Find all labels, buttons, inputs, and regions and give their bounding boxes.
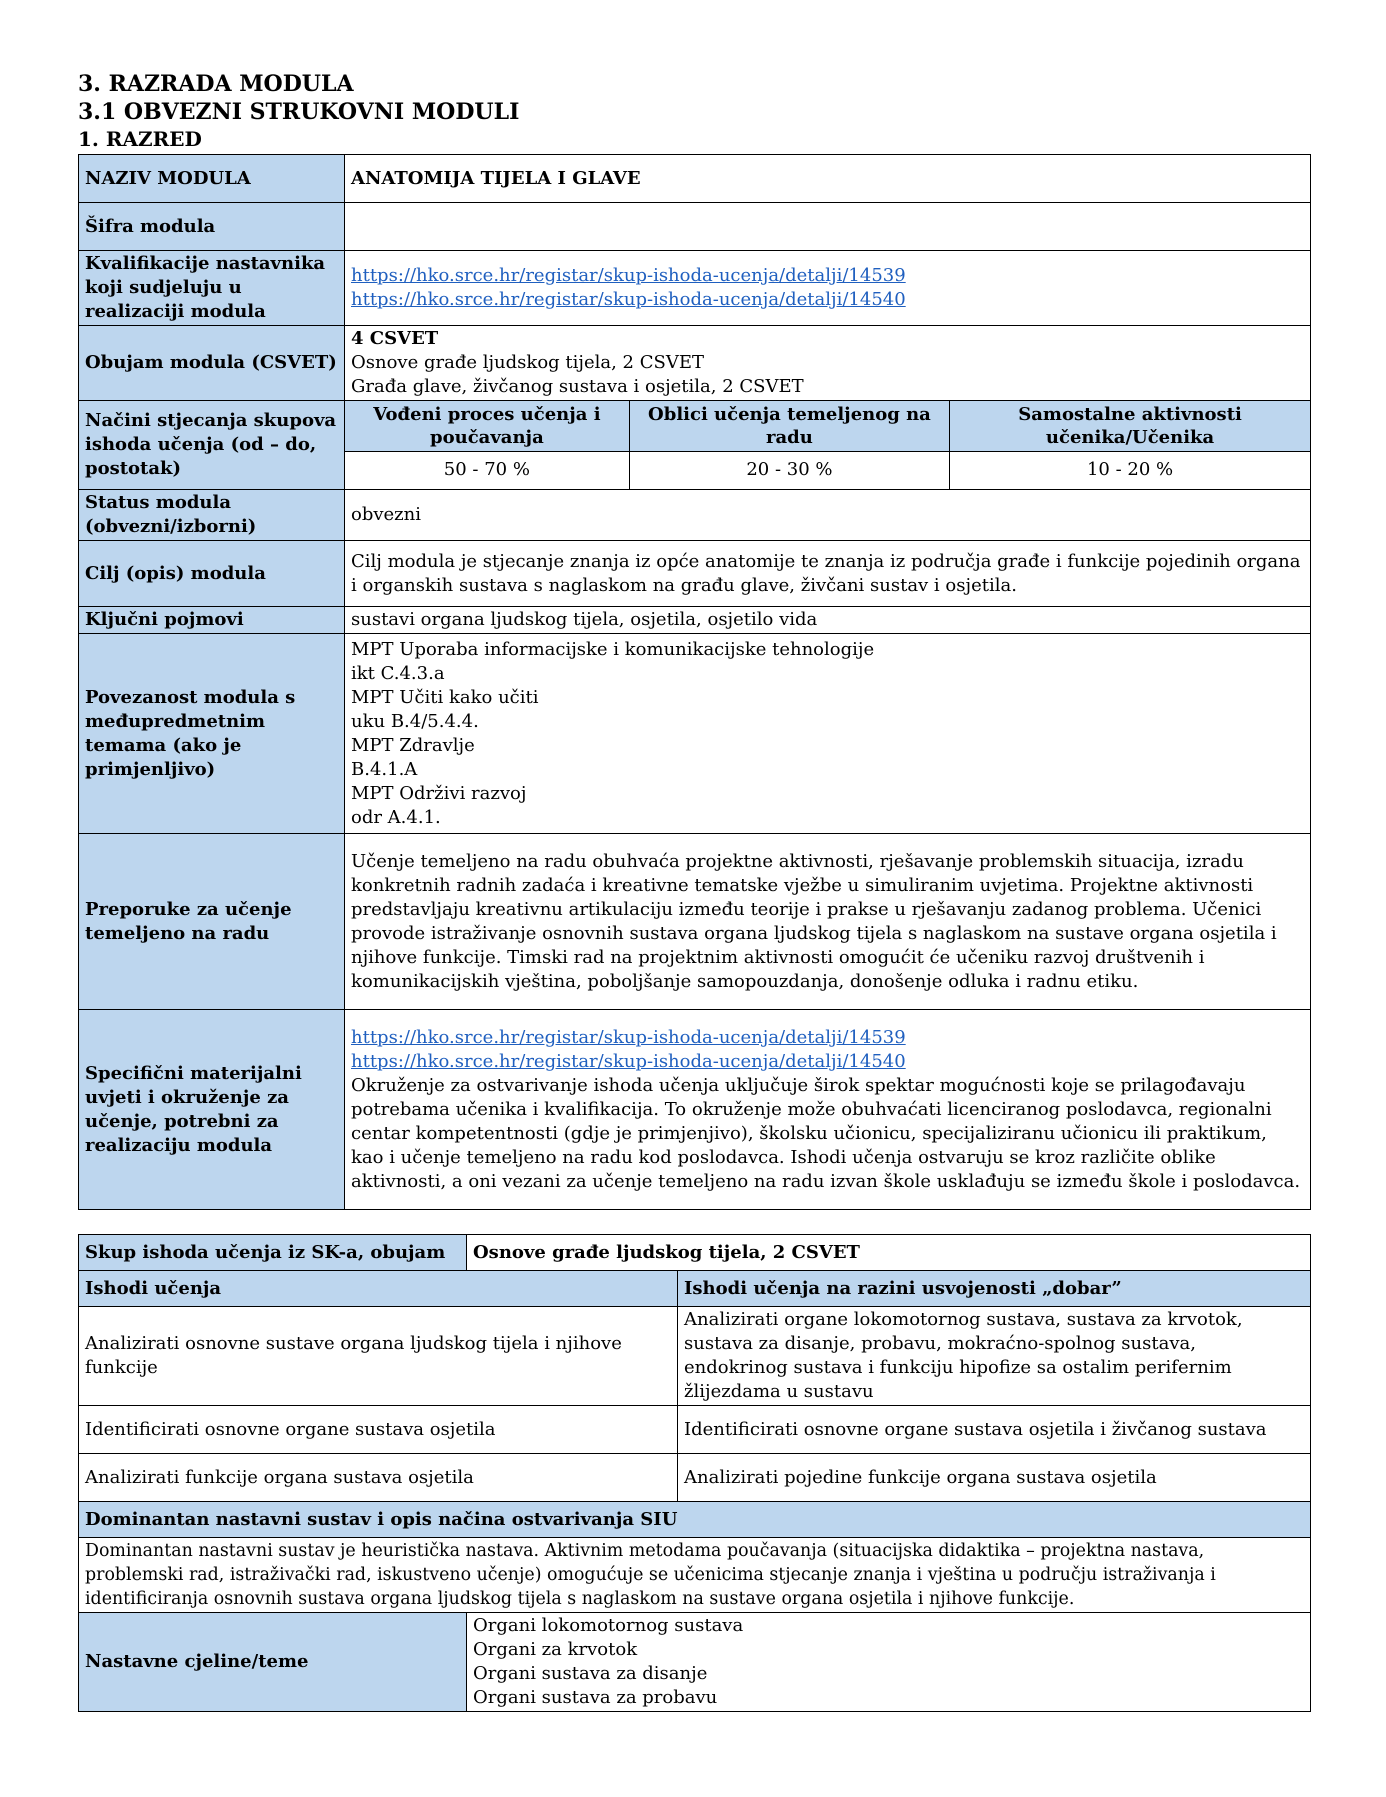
status-value: obvezni [345, 490, 1311, 541]
dobar-header: Ishodi učenja na razini usvojenosti „dobar” [678, 1271, 1311, 1307]
povezanost-line: MPT Zdravlje [351, 734, 475, 756]
module-table [78, 154, 1311, 1210]
skup-value: Osnove građe ljudskog tijela, 2 CSVET [467, 1235, 1311, 1271]
povezanost-line: B.4.1.A [351, 758, 418, 780]
preporuke-label: Preporuke za učenje temeljeno na radu [79, 834, 345, 1010]
cilj-value: Cilj modula je stjecanje znanja iz opće anatomije te znanja iz područja građe i funkcije pojedinih organa i organskih sustava s naglaskom na građu glave, živčani sustav i osjetila. [345, 541, 1311, 607]
povezanost-line: MPT Učiti kako učiti [351, 686, 539, 708]
povezanost-line: ikt C.4.3.a [351, 662, 445, 684]
subsection-heading: 3.1 OBVEZNI STRUKOVNI MODULI [78, 99, 520, 125]
kvalifikacije-link-1[interactable]: https://hko.srce.hr/registar/skup-ishoda-ucenja/detalji/14539 [351, 265, 906, 286]
nacini-header: Vođeni proces učenja i poučavanja [345, 401, 629, 451]
povezanost-line: uku B.4/5.4.4. [351, 710, 479, 732]
obujam-label: Obujam modula (CSVET) [79, 326, 345, 401]
skup-label: Skup ishoda učenja iz SK-a, obujam [79, 1235, 467, 1271]
siu-table [78, 1234, 1311, 1712]
materijalni-link-2[interactable]: https://hko.srce.hr/registar/skup-ishoda-ucenja/detalji/14540 [351, 1050, 906, 1072]
cjelina-item: Organi sustava za probavu [473, 1687, 718, 1708]
materijalni-link-1[interactable]: https://hko.srce.hr/registar/skup-ishoda-ucenja/detalji/14539 [351, 1026, 906, 1048]
class-heading: 1. RAZRED [78, 127, 202, 151]
naziv-label: NAZIV MODULA [79, 155, 345, 203]
pojmovi-label: Ključni pojmovi [79, 607, 345, 634]
povezanost-line: MPT Održivi razvoj [351, 782, 527, 804]
obujam-line: Osnove građe ljudskog tijela, 2 CSVET [351, 352, 704, 373]
section-heading: 3. RAZRADA MODULA [78, 71, 354, 97]
cjeline-label-text: Nastavne cjeline/teme [85, 1651, 309, 1672]
cjelina-item: Organi za krvotok [473, 1639, 638, 1660]
obujam-line: Građa glave, živčanog sustava i osjetila, 2 CSVET [351, 376, 804, 397]
cjeline-value [467, 1613, 1311, 1712]
cjelina-item: Organi sustava za disanje [473, 1663, 708, 1684]
dobar-cell: Identificirati osnovne organe sustava osjetila i živčanog sustava [678, 1406, 1311, 1454]
naziv-value: ANATOMIJA TIJELA I GLAVE [345, 155, 1311, 203]
cjelina-item: Organi lokomotornog sustava [473, 1615, 744, 1636]
povezanost-line: odr A.4.1. [351, 806, 441, 828]
status-label: Status modula (obvezni/izborni) [79, 490, 345, 541]
cjeline-label [79, 1613, 467, 1712]
cilj-label: Cilj (opis) modula [79, 541, 345, 607]
kvalifikacije-label: Kvalifikacije nastavnika koji sudjeluju u realizaciji modula [79, 251, 345, 326]
document-page [78, 70, 1310, 1712]
nacini-subtable [345, 401, 1311, 490]
nacini-header: Oblici učenja temeljenog na radu [629, 401, 949, 451]
kvalifikacije-link-2[interactable]: https://hko.srce.hr/registar/skup-ishoda-ucenja/detalji/14540 [351, 289, 906, 310]
sifra-label: Šifra modula [79, 203, 345, 251]
materijalni-label: Specifični materijalni uvjeti i okruženje za učenje, potrebni za realizaciju modula [79, 1010, 345, 1210]
nacini-value: 50 - 70 % [443, 459, 530, 481]
dobar-cell: Analizirati organe lokomotornog sustava, sustava za krvotok, sustava za disanje, probavu, mokraćno-spolnog sustava, endokrinog sustava i funkciju hipofize sa ostalim perifernim žlijezdama u sustavu [678, 1307, 1311, 1406]
nacini-header: Samostalne aktivnosti učenika/Učenika [950, 401, 1310, 451]
povezanost-label: Povezanost modula s međupredmetnim temama (ako je primjenljivo) [79, 634, 345, 834]
materijalni-value [345, 1010, 1311, 1210]
povezanost-value [345, 634, 1311, 834]
nacini-value: 20 - 30 % [629, 451, 949, 489]
ishod-cell: Identificirati osnovne organe sustava osjetila [79, 1406, 678, 1454]
sifra-value [345, 203, 1311, 251]
dobar-cell: Analizirati pojedine funkcije organa sustava osjetila [678, 1454, 1311, 1502]
obujam-total: 4 CSVET [351, 328, 439, 349]
materijalni-text: Okruženje za ostvarivanje ishoda učenja uključuje širok spektar mogućnosti koje se prilagođavaju potrebama učenika i kvalifikacija. To okruženje može obuhvaćati licenciranog poslodavca, regionalni centar kompetentnosti (gdje je primjenjivo), školsku učionicu, specijaliziranu učionicu ili praktikum, kao i učenje temeljeno na radu kod poslodavca. Ishodi učenja ostvaruju se kroz različite oblike aktivnosti, a oni vezani za učenje temeljeno na radu izvan škole usklađuju se između škole i poslodavca. [351, 1074, 1301, 1192]
povezanost-line: MPT Uporaba informacijske i komunikacijske tehnologije [351, 638, 875, 660]
preporuke-value: Učenje temeljeno na radu obuhvaća projektne aktivnosti, rješavanje problemskih situacija, izradu konkretnih radnih zadaća i kreativne tematske vježbe u simuliranim uvjetima. Projektne aktivnosti predstavljaju kreativnu artikulaciju između teorije i prakse u rješavanju zadanog problema. Učenici provode istraživanje osnovnih sustava organa ljudskog tijela s naglaskom na sustave organa osjetila i njihove funkcije. Timski rad na projektnim aktivnosti omogućit će učeniku razvoj društvenih i komunikacijskih vještina, poboljšanje samopouzdanja, donošenje odluka i radnu etiku. [345, 834, 1311, 1010]
nacini-label: Načini stjecanja skupova ishoda učenja (od – do, postotak) [79, 401, 345, 490]
kvalifikacije-value [345, 251, 1311, 326]
dominantan-value: Dominantan nastavni sustav je heuristička nastava. Aktivnim metodama poučavanja (situacijska didaktika – projektna nastava, problemski rad, istraživački rad, iskustveno učenje) omogućuje se učenicima stjecanje znanja i vještina u području istraživanja i identificiranja osnovnih sustava organa ljudskog tijela s naglaskom na sustave organa osjetila i njihove funkcije. [79, 1538, 1311, 1613]
nacini-value: 10 - 20 % [950, 451, 1310, 489]
ishod-cell: Analizirati osnovne sustave organa ljudskog tijela i njihove funkcije [79, 1307, 678, 1406]
pojmovi-value: sustavi organa ljudskog tijela, osjetila, osjetilo vida [345, 607, 1311, 634]
dominantan-header: Dominantan nastavni sustav i opis načina ostvarivanja SIU [79, 1502, 1311, 1538]
ishodi-header: Ishodi učenja [79, 1271, 678, 1307]
ishod-cell: Analizirati funkcije organa sustava osjetila [79, 1454, 678, 1502]
obujam-value [345, 326, 1311, 401]
